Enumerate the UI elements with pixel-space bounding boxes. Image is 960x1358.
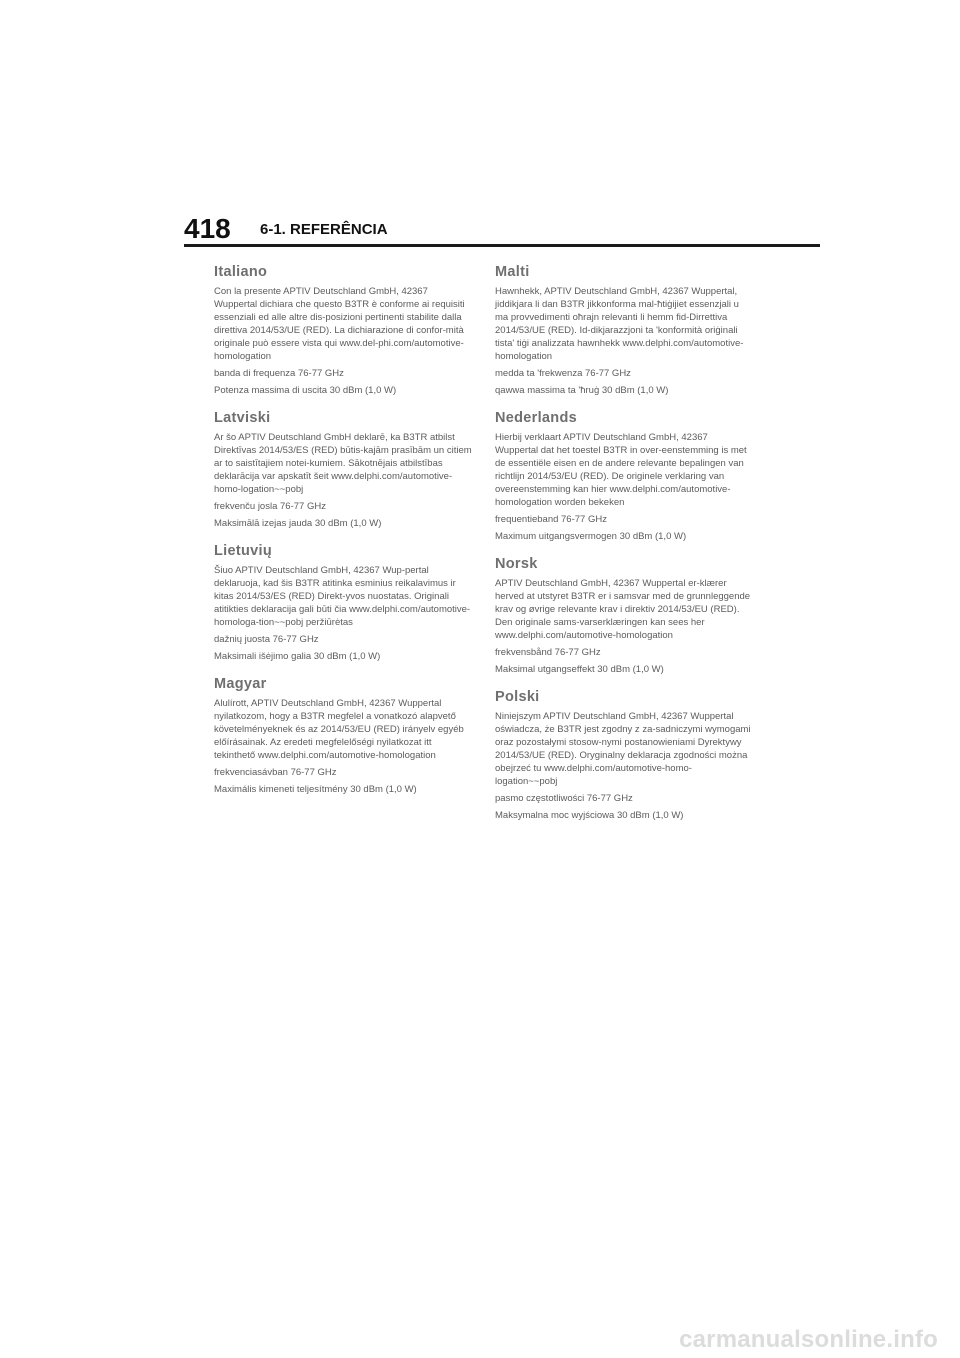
section-polski xyxy=(495,687,753,822)
max-power: Maximum uitgangsvermogen 30 dBm (1,0 W) xyxy=(495,531,687,542)
frequency-band: frekvenciasávban 76-77 GHz xyxy=(214,767,337,778)
max-power: Maximális kimeneti teljesítmény 30 dBm (1,0 W) xyxy=(214,784,417,795)
section-lietuviu xyxy=(214,541,472,663)
section-norsk xyxy=(495,554,753,676)
section-italiano xyxy=(214,262,472,397)
max-power: qawwa massima ta 'ħruġ 30 dBm (1,0 W) xyxy=(495,385,669,396)
section-body: Con la presente APTIV Deutschland GmbH, 42367 Wuppertal dichiara che questo B3TR è conforme ai requisiti essenziali ed alle altre dis-posizioni pertinenti stabilite dalla direttiva 2014/53/UE (RED). La dichiarazione di confor-mità originale può essere vista qui www.del-phi.com/automotive-homologation xyxy=(214,286,465,362)
section-body: APTIV Deutschland GmbH, 42367 Wuppertal er-klærer herved at utstyret B3TR er i samsvar med de grunnleggende krav og øvrige relevante krav i direktiv 2014/53/EU (RED). Den originale sams-varserklæringen kan sees her www.delphi.com/automotive-homologation xyxy=(495,578,751,641)
frequency-band: medda ta 'frekwenza 76-77 GHz xyxy=(495,368,631,379)
frequency-band: banda di frequenza 76-77 GHz xyxy=(214,368,344,379)
frequency-band: frekvensbånd 76-77 GHz xyxy=(495,647,601,658)
max-power: Maksymalna moc wyjściowa 30 dBm (1,0 W) xyxy=(495,810,684,821)
max-power: Maksimal utgangseffekt 30 dBm (1,0 W) xyxy=(495,664,664,675)
chapter-title: 6-1. REFERÊNCIA xyxy=(260,221,388,238)
section-heading: Italiano xyxy=(214,264,268,280)
section-heading: Magyar xyxy=(214,676,267,692)
section-body: Niniejszym APTIV Deutschland GmbH, 42367 Wuppertal oświadcza, że B3TR jest zgodny z za-sadniczymi wymogami oraz pozostałymi stosow-nymi postanowieniami Dyrektywy 2014/53/UE (RED). Oryginalny deklaracja zgodności można obejrzeć tu www.delphi.com/automotive-homo-logation~~pobj xyxy=(495,711,751,787)
section-heading: Lietuvių xyxy=(214,543,272,559)
right-column xyxy=(495,262,753,833)
section-body: Hawnhekk, APTIV Deutschland GmbH, 42367 Wuppertal, jiddikjara li dan B3TR jikkonforma mal-ħtiġijiet essenzjali u ma provvedimenti oħrajn relevanti li hemm fid-Dirrettiva 2014/53/UE (RED). Id-dikjarazzjoni ta 'konformità oriġinali tista' tiġi analizzata hawnhekk www.delphi.com/automotive-homologation xyxy=(495,286,744,362)
frequency-band: frekvenču josla 76-77 GHz xyxy=(214,501,326,512)
watermark: carmanualsonline.info xyxy=(679,1326,938,1353)
section-nederlands xyxy=(495,408,753,543)
section-body: Ar šo APTIV Deutschland GmbH deklarē, ka B3TR atbilst Direktīvas 2014/53/ES (RED) būtis-kajām prasībām un citiem ar to saistītajiem notei-kumiem. Sākotnējais atbilstības deklarācija var apskatīt šeit www.delphi.com/automotive-homo-logation~~pobj xyxy=(214,432,472,495)
section-body: Alulírott, APTIV Deutschland GmbH, 42367 Wuppertal nyilatkozom, hogy a B3TR megfelel a vonatkozó alapvető követelményeknek és az 2014/53/EU (RED) irányelv egyéb előírásainak. Az eredeti megfelelőségi nyilatkozat itt tekinthető www.delphi.com/automotive-homologation xyxy=(214,698,464,761)
frequency-band: frequentieband 76-77 GHz xyxy=(495,514,607,525)
section-heading: Latviski xyxy=(214,410,271,426)
section-latviski xyxy=(214,408,472,530)
section-heading: Nederlands xyxy=(495,410,577,426)
section-body: Šiuo APTIV Deutschland GmbH, 42367 Wup-pertal deklaruoja, kad šis B3TR atitinka esminius reikalavimus ir kitas 2014/53/ES (RED) Direkt-yvos nuostatas. Originali atitikties deklaracija gali būti čia www.delphi.com/automotive-homologa-tion~~pobj peržiūrėtas xyxy=(214,565,471,628)
page-header xyxy=(184,212,820,248)
section-heading: Malti xyxy=(495,264,530,280)
frequency-band: dažnių juosta 76-77 GHz xyxy=(214,634,319,645)
page-number: 418 xyxy=(184,213,231,244)
frequency-band: pasmo częstotliwości 76-77 GHz xyxy=(495,793,633,804)
max-power: Maksimālā izejas jauda 30 dBm (1,0 W) xyxy=(214,518,382,529)
section-magyar xyxy=(214,674,472,796)
left-column xyxy=(214,262,472,807)
header-rule xyxy=(184,244,820,247)
section-heading: Norsk xyxy=(495,556,538,572)
max-power: Maksimali išėjimo galia 30 dBm (1,0 W) xyxy=(214,651,381,662)
section-heading: Polski xyxy=(495,689,540,705)
section-malti xyxy=(495,262,753,397)
max-power: Potenza massima di uscita 30 dBm (1,0 W) xyxy=(214,385,397,396)
section-body: Hierbij verklaart APTIV Deutschland GmbH, 42367 Wuppertal dat het toestel B3TR in over-eenstemming is met de essentiële eisen en de andere relevante bepalingen van richtlijn 2014/53/EU (RED). De originele verklaring van overeenstemming kan hier www.delphi.com/automotive-homologation worden bekeken xyxy=(495,432,747,508)
